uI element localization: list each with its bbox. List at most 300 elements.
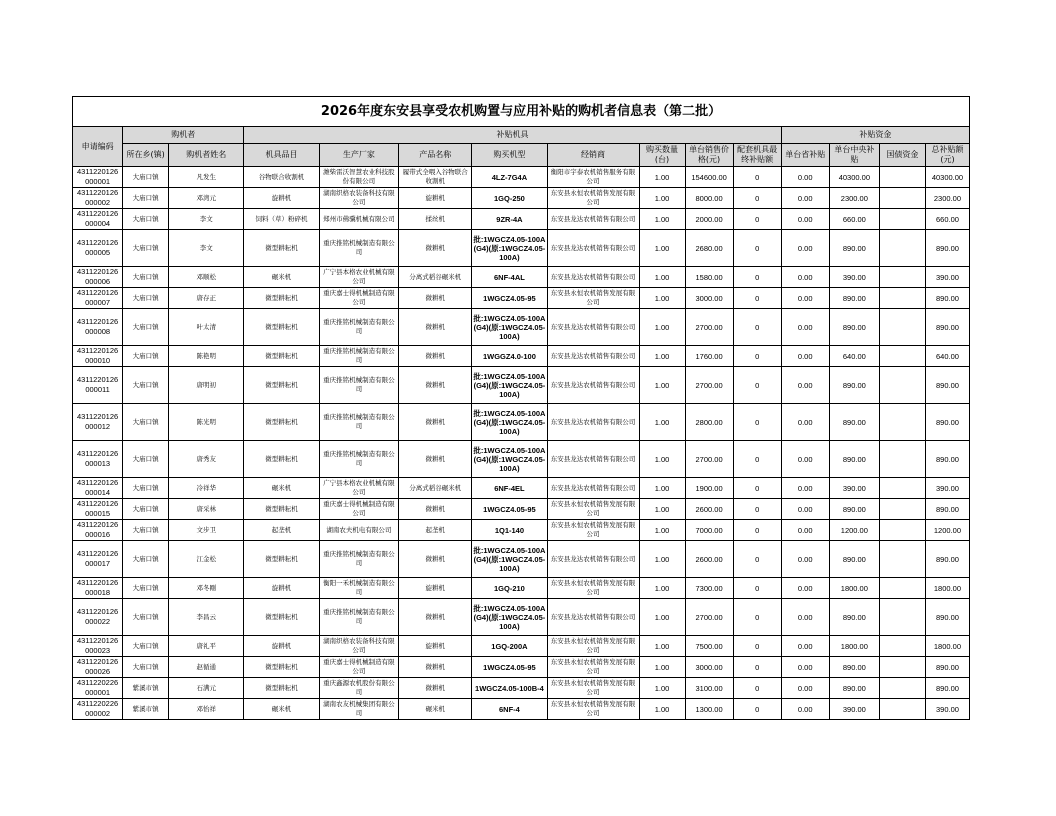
cell-total-subsidy: 390.00 [925, 478, 969, 499]
cell-application-no: 4311220126 000011 [73, 367, 123, 404]
cell-category: 微型耕耘机 [244, 404, 319, 441]
cell-product: 揉丝机 [399, 209, 472, 230]
cell-quantity: 1.00 [639, 404, 685, 441]
cell-provincial-subsidy: 0.00 [781, 230, 829, 267]
cell-buyer-name: 李文 [169, 209, 244, 230]
cell-application-no: 4311220126 000022 [73, 599, 123, 636]
cell-maker: 重庆推铭机械制造有限公司 [319, 309, 398, 346]
group-buyer: 购机者 [123, 127, 244, 144]
cell-unit-price: 2000.00 [685, 209, 733, 230]
cell-dealer: 东安县永恒农机销售发展有限公司 [547, 288, 639, 309]
cell-unit-price: 1580.00 [685, 267, 733, 288]
cell-bond-funds [879, 599, 925, 636]
cell-maker: 广宁县本格农业机械有限公司 [319, 478, 398, 499]
cell-model: 1WGCZ4.05-95 [472, 499, 547, 520]
cell-attachment-subsidy: 0 [733, 478, 781, 499]
cell-central-subsidy: 1800.00 [829, 636, 879, 657]
cell-model: 1WGCZ4.05-95 [472, 657, 547, 678]
cell-total-subsidy: 390.00 [925, 267, 969, 288]
cell-provincial-subsidy: 0.00 [781, 309, 829, 346]
cell-dealer: 东安县龙达农机销售有限公司 [547, 404, 639, 441]
cell-attachment-subsidy: 0 [733, 441, 781, 478]
cell-application-no: 4311220126 000014 [73, 478, 123, 499]
table-row [73, 188, 970, 209]
table-row [73, 520, 970, 541]
cell-dealer: 东安县永恒农机销售发展有限公司 [547, 636, 639, 657]
cell-central-subsidy: 890.00 [829, 230, 879, 267]
cell-town: 大庙口镇 [123, 209, 169, 230]
cell-product: 履带式全喂入谷物联合收割机 [399, 167, 472, 188]
cell-category: 碾米机 [244, 478, 319, 499]
cell-quantity: 1.00 [639, 209, 685, 230]
cell-quantity: 1.00 [639, 499, 685, 520]
cell-maker: 衡阳一禾机械制造有限公司 [319, 578, 398, 599]
table-row [73, 167, 970, 188]
cell-central-subsidy: 890.00 [829, 404, 879, 441]
cell-attachment-subsidy: 0 [733, 188, 781, 209]
cell-category: 旋耕机 [244, 578, 319, 599]
cell-buyer-name: 陈光明 [169, 404, 244, 441]
cell-application-no: 4311220126 000017 [73, 541, 123, 578]
cell-quantity: 1.00 [639, 678, 685, 699]
cell-unit-price: 2800.00 [685, 404, 733, 441]
cell-maker: 广宁县本格农业机械有限公司 [319, 267, 398, 288]
col-central-subsidy: 单台中央补贴 [829, 144, 879, 167]
cell-bond-funds [879, 209, 925, 230]
cell-provincial-subsidy: 0.00 [781, 499, 829, 520]
cell-unit-price: 2700.00 [685, 309, 733, 346]
cell-model: 1WGCZ4.05-100B-4 [472, 678, 547, 699]
table-row [73, 541, 970, 578]
table-row [73, 699, 970, 720]
cell-product: 微耕机 [399, 404, 472, 441]
col-total-subsidy: 总补贴额(元) [925, 144, 969, 167]
cell-town: 大庙口镇 [123, 404, 169, 441]
cell-quantity: 1.00 [639, 367, 685, 404]
cell-application-no: 4311220126 000016 [73, 520, 123, 541]
cell-category: 饲料（草）粉碎机 [244, 209, 319, 230]
cell-town: 紫溪市镇 [123, 699, 169, 720]
cell-buyer-name: 叶太清 [169, 309, 244, 346]
cell-unit-price: 3000.00 [685, 288, 733, 309]
cell-maker: 潍柴雷沃智慧农业科技股份有限公司 [319, 167, 398, 188]
cell-attachment-subsidy: 0 [733, 699, 781, 720]
cell-central-subsidy: 640.00 [829, 346, 879, 367]
col-buyer-name: 购机者姓名 [169, 144, 244, 167]
cell-maker: 重庆推铭机械制造有限公司 [319, 367, 398, 404]
cell-quantity: 1.00 [639, 478, 685, 499]
col-provincial-subsidy: 单台省补贴 [781, 144, 829, 167]
cell-application-no: 4311220126 000012 [73, 404, 123, 441]
cell-town: 大庙口镇 [123, 636, 169, 657]
cell-central-subsidy: 2300.00 [829, 188, 879, 209]
buyer-table [72, 96, 970, 720]
cell-unit-price: 3100.00 [685, 678, 733, 699]
table-row [73, 657, 970, 678]
cell-total-subsidy: 890.00 [925, 288, 969, 309]
cell-buyer-name: 唐秀友 [169, 441, 244, 478]
cell-unit-price: 7000.00 [685, 520, 733, 541]
cell-category: 微型耕耘机 [244, 230, 319, 267]
cell-model: 批:1WGCZ4.05-100A(G4)(原:1WGCZ4.05-100A) [472, 404, 547, 441]
cell-provincial-subsidy: 0.00 [781, 267, 829, 288]
cell-application-no: 4311220126 000023 [73, 636, 123, 657]
cell-provincial-subsidy: 0.00 [781, 636, 829, 657]
cell-central-subsidy: 890.00 [829, 657, 879, 678]
cell-maker: 重庆推铭机械制造有限公司 [319, 404, 398, 441]
table-row [73, 230, 970, 267]
cell-attachment-subsidy: 0 [733, 346, 781, 367]
cell-product: 微耕机 [399, 346, 472, 367]
cell-quantity: 1.00 [639, 541, 685, 578]
cell-provincial-subsidy: 0.00 [781, 346, 829, 367]
cell-attachment-subsidy: 0 [733, 267, 781, 288]
cell-unit-price: 2700.00 [685, 441, 733, 478]
col-product: 产品名称 [399, 144, 472, 167]
cell-category: 微型耕耘机 [244, 309, 319, 346]
cell-buyer-name: 文步卫 [169, 520, 244, 541]
cell-quantity: 1.00 [639, 188, 685, 209]
cell-provincial-subsidy: 0.00 [781, 520, 829, 541]
cell-dealer: 东安县龙达农机销售有限公司 [547, 209, 639, 230]
cell-unit-price: 2600.00 [685, 499, 733, 520]
table-row [73, 404, 970, 441]
cell-buyer-name: 邓冬剛 [169, 578, 244, 599]
cell-bond-funds [879, 520, 925, 541]
cell-town: 大庙口镇 [123, 441, 169, 478]
cell-provincial-subsidy: 0.00 [781, 599, 829, 636]
cell-town: 大庙口镇 [123, 167, 169, 188]
cell-bond-funds [879, 478, 925, 499]
cell-quantity: 1.00 [639, 441, 685, 478]
cell-total-subsidy: 890.00 [925, 367, 969, 404]
cell-bond-funds [879, 346, 925, 367]
cell-maker: 重庆推铭机械制造有限公司 [319, 230, 398, 267]
cell-central-subsidy: 390.00 [829, 699, 879, 720]
cell-product: 微耕机 [399, 599, 472, 636]
cell-attachment-subsidy: 0 [733, 499, 781, 520]
cell-central-subsidy: 890.00 [829, 288, 879, 309]
cell-provincial-subsidy: 0.00 [781, 288, 829, 309]
cell-central-subsidy: 390.00 [829, 478, 879, 499]
table-row [73, 267, 970, 288]
cell-town: 大庙口镇 [123, 288, 169, 309]
cell-model: 1WGGZ4.0-100 [472, 346, 547, 367]
col-application-no: 申请编码 [73, 127, 123, 167]
cell-category: 旋耕机 [244, 188, 319, 209]
cell-attachment-subsidy: 0 [733, 309, 781, 346]
cell-buyer-name: 邓怡祥 [169, 699, 244, 720]
cell-town: 大庙口镇 [123, 541, 169, 578]
cell-total-subsidy: 890.00 [925, 599, 969, 636]
cell-provincial-subsidy: 0.00 [781, 367, 829, 404]
cell-dealer: 衡阳市宇泰农机销售服务有限公司 [547, 167, 639, 188]
cell-model: 1GQ-200A [472, 636, 547, 657]
cell-application-no: 4311220126 000001 [73, 167, 123, 188]
cell-category: 微型耕耘机 [244, 367, 319, 404]
cell-provincial-subsidy: 0.00 [781, 541, 829, 578]
cell-maker: 重庆推铭机械制造有限公司 [319, 441, 398, 478]
cell-provincial-subsidy: 0.00 [781, 699, 829, 720]
cell-category: 旋耕机 [244, 636, 319, 657]
cell-buyer-name: 凡发生 [169, 167, 244, 188]
cell-buyer-name: 李昌云 [169, 599, 244, 636]
cell-model: 批:1WGCZ4.05-100A(G4)(原:1WGCZ4.05-100A) [472, 230, 547, 267]
cell-unit-price: 1760.00 [685, 346, 733, 367]
cell-dealer: 东安县龙达农机销售有限公司 [547, 230, 639, 267]
cell-bond-funds [879, 578, 925, 599]
col-model: 购买机型 [472, 144, 547, 167]
cell-attachment-subsidy: 0 [733, 167, 781, 188]
cell-product: 旋耕机 [399, 636, 472, 657]
cell-buyer-name: 唐明初 [169, 367, 244, 404]
cell-unit-price: 7300.00 [685, 578, 733, 599]
cell-provincial-subsidy: 0.00 [781, 478, 829, 499]
cell-town: 大庙口镇 [123, 346, 169, 367]
cell-dealer: 东安县龙达农机销售有限公司 [547, 346, 639, 367]
cell-central-subsidy: 890.00 [829, 499, 879, 520]
cell-dealer: 东安县永恒农机销售发展有限公司 [547, 578, 639, 599]
table-row [73, 636, 970, 657]
cell-town: 大庙口镇 [123, 230, 169, 267]
cell-buyer-name: 赵循通 [169, 657, 244, 678]
cell-category: 微型耕耘机 [244, 541, 319, 578]
cell-dealer: 东安县永恒农机销售发展有限公司 [547, 699, 639, 720]
cell-category: 起垄机 [244, 520, 319, 541]
cell-product: 微耕机 [399, 288, 472, 309]
cell-quantity: 1.00 [639, 599, 685, 636]
cell-product: 微耕机 [399, 678, 472, 699]
cell-central-subsidy: 1200.00 [829, 520, 879, 541]
col-maker: 生产厂家 [319, 144, 398, 167]
cell-application-no: 4311220126 000004 [73, 209, 123, 230]
cell-category: 谷物联合收割机 [244, 167, 319, 188]
cell-dealer: 东安县永恒农机销售发展有限公司 [547, 188, 639, 209]
cell-buyer-name: 唐采林 [169, 499, 244, 520]
cell-town: 大庙口镇 [123, 188, 169, 209]
cell-product: 旋耕机 [399, 578, 472, 599]
cell-category: 碾米机 [244, 267, 319, 288]
cell-category: 微型耕耘机 [244, 441, 319, 478]
cell-model: 批:1WGCZ4.05-100A(G4)(原:1WGCZ4.05-100A) [472, 599, 547, 636]
cell-category: 微型耕耘机 [244, 657, 319, 678]
cell-unit-price: 1900.00 [685, 478, 733, 499]
cell-category: 碾米机 [244, 699, 319, 720]
cell-attachment-subsidy: 0 [733, 209, 781, 230]
cell-attachment-subsidy: 0 [733, 367, 781, 404]
cell-application-no: 4311220126 000007 [73, 288, 123, 309]
cell-buyer-name: 唐存正 [169, 288, 244, 309]
cell-application-no: 4311220126 000010 [73, 346, 123, 367]
cell-unit-price: 2700.00 [685, 599, 733, 636]
cell-attachment-subsidy: 0 [733, 678, 781, 699]
cell-maker: 重庆嘉士得机械制造有限公司 [319, 288, 398, 309]
cell-model: 批:1WGCZ4.05-100A(G4)(原:1WGCZ4.05-100A) [472, 309, 547, 346]
cell-model: 批:1WGCZ4.05-100A(G4)(原:1WGCZ4.05-100A) [472, 541, 547, 578]
cell-product: 旋耕机 [399, 188, 472, 209]
cell-total-subsidy: 660.00 [925, 209, 969, 230]
cell-product: 微耕机 [399, 657, 472, 678]
col-quantity: 购买数量(台) [639, 144, 685, 167]
cell-quantity: 1.00 [639, 267, 685, 288]
cell-dealer: 东安县龙达农机销售有限公司 [547, 367, 639, 404]
cell-attachment-subsidy: 0 [733, 578, 781, 599]
cell-maker: 重庆推铭机械制造有限公司 [319, 599, 398, 636]
cell-quantity: 1.00 [639, 167, 685, 188]
cell-buyer-name: 冷祥华 [169, 478, 244, 499]
cell-unit-price: 1300.00 [685, 699, 733, 720]
cell-central-subsidy: 1800.00 [829, 578, 879, 599]
table-row [73, 499, 970, 520]
table-row [73, 578, 970, 599]
cell-dealer: 东安县龙达农机销售有限公司 [547, 267, 639, 288]
table-row [73, 346, 970, 367]
cell-dealer: 东安县龙达农机销售有限公司 [547, 441, 639, 478]
cell-quantity: 1.00 [639, 346, 685, 367]
group-machine: 补贴机具 [244, 127, 781, 144]
cell-total-subsidy: 890.00 [925, 678, 969, 699]
cell-product: 微耕机 [399, 309, 472, 346]
cell-buyer-name: 陈艳明 [169, 346, 244, 367]
cell-central-subsidy: 660.00 [829, 209, 879, 230]
cell-buyer-name: 邓湾元 [169, 188, 244, 209]
cell-product: 微耕机 [399, 230, 472, 267]
table-header [73, 97, 970, 167]
cell-product: 碾米机 [399, 699, 472, 720]
cell-town: 紫溪市镇 [123, 678, 169, 699]
cell-quantity: 1.00 [639, 657, 685, 678]
cell-maker: 湖南农友机械集团有限公司 [319, 699, 398, 720]
table-row [73, 599, 970, 636]
cell-quantity: 1.00 [639, 309, 685, 346]
cell-application-no: 4311220126 000008 [73, 309, 123, 346]
cell-total-subsidy: 1200.00 [925, 520, 969, 541]
cell-attachment-subsidy: 0 [733, 230, 781, 267]
table-row [73, 678, 970, 699]
cell-category: 微型耕耘机 [244, 499, 319, 520]
cell-quantity: 1.00 [639, 636, 685, 657]
cell-model: 1GQ-250 [472, 188, 547, 209]
cell-application-no: 4311220126 000026 [73, 657, 123, 678]
cell-application-no: 4311220126 000006 [73, 267, 123, 288]
cell-town: 大庙口镇 [123, 578, 169, 599]
cell-application-no: 4311220126 000015 [73, 499, 123, 520]
cell-model: 1WGCZ4.05-95 [472, 288, 547, 309]
cell-product: 分离式稻谷碾米机 [399, 478, 472, 499]
page-title: 2026年度东安县享受农机购置与应用补贴的购机者信息表（第二批） [73, 97, 970, 127]
cell-central-subsidy: 890.00 [829, 309, 879, 346]
cell-application-no: 4311220126 000013 [73, 441, 123, 478]
cell-attachment-subsidy: 0 [733, 599, 781, 636]
cell-bond-funds [879, 230, 925, 267]
cell-category: 微型耕耘机 [244, 288, 319, 309]
cell-maker: 重庆推铭机械制造有限公司 [319, 346, 398, 367]
cell-bond-funds [879, 699, 925, 720]
cell-bond-funds [879, 404, 925, 441]
col-bond-funds: 国债资金 [879, 144, 925, 167]
cell-application-no: 4311220126 000005 [73, 230, 123, 267]
table-row [73, 441, 970, 478]
cell-model: 6NF-4 [472, 699, 547, 720]
cell-dealer: 东安县永恒农机销售发展有限公司 [547, 520, 639, 541]
cell-attachment-subsidy: 0 [733, 288, 781, 309]
cell-model: 6NF-4AL [472, 267, 547, 288]
cell-attachment-subsidy: 0 [733, 657, 781, 678]
table-body [73, 167, 970, 720]
cell-application-no: 4311220126 000002 [73, 188, 123, 209]
cell-total-subsidy: 890.00 [925, 499, 969, 520]
cell-total-subsidy: 40300.00 [925, 167, 969, 188]
cell-town: 大庙口镇 [123, 367, 169, 404]
cell-maker: 重庆嘉士得机械制造有限公司 [319, 657, 398, 678]
table-row [73, 288, 970, 309]
cell-maker: 湖南农夫机电有限公司 [319, 520, 398, 541]
cell-unit-price: 8000.00 [685, 188, 733, 209]
cell-provincial-subsidy: 0.00 [781, 657, 829, 678]
cell-central-subsidy: 390.00 [829, 267, 879, 288]
subsidy-sheet [72, 96, 970, 720]
cell-buyer-name: 石满元 [169, 678, 244, 699]
cell-town: 大庙口镇 [123, 267, 169, 288]
cell-quantity: 1.00 [639, 520, 685, 541]
cell-category: 微型耕耘机 [244, 346, 319, 367]
cell-bond-funds [879, 499, 925, 520]
cell-total-subsidy: 890.00 [925, 230, 969, 267]
cell-maker: 湖南织格农装备科技有限公司 [319, 636, 398, 657]
cell-total-subsidy: 890.00 [925, 309, 969, 346]
cell-buyer-name: 江金松 [169, 541, 244, 578]
cell-total-subsidy: 1800.00 [925, 636, 969, 657]
cell-buyer-name: 唐礼平 [169, 636, 244, 657]
cell-product: 起垄机 [399, 520, 472, 541]
col-unit-price: 单台销售价格(元) [685, 144, 733, 167]
cell-provincial-subsidy: 0.00 [781, 167, 829, 188]
cell-total-subsidy: 1800.00 [925, 578, 969, 599]
cell-bond-funds [879, 441, 925, 478]
cell-maker: 重庆鑫源农机股份有限公司 [319, 678, 398, 699]
table-row [73, 209, 970, 230]
cell-model: 批:1WGCZ4.05-100A(G4)(原:1WGCZ4.05-100A) [472, 367, 547, 404]
cell-model: 1Q1-140 [472, 520, 547, 541]
cell-buyer-name: 邓顺松 [169, 267, 244, 288]
cell-town: 大庙口镇 [123, 520, 169, 541]
cell-dealer: 东安县龙达农机销售有限公司 [547, 478, 639, 499]
cell-application-no: 4311220226 000002 [73, 699, 123, 720]
cell-unit-price: 7500.00 [685, 636, 733, 657]
cell-unit-price: 2600.00 [685, 541, 733, 578]
cell-attachment-subsidy: 0 [733, 404, 781, 441]
cell-dealer: 东安县永恒农机销售发展有限公司 [547, 678, 639, 699]
cell-total-subsidy: 890.00 [925, 404, 969, 441]
cell-total-subsidy: 640.00 [925, 346, 969, 367]
cell-unit-price: 2680.00 [685, 230, 733, 267]
cell-total-subsidy: 2300.00 [925, 188, 969, 209]
cell-quantity: 1.00 [639, 288, 685, 309]
cell-quantity: 1.00 [639, 578, 685, 599]
cell-town: 大庙口镇 [123, 657, 169, 678]
cell-attachment-subsidy: 0 [733, 520, 781, 541]
cell-provincial-subsidy: 0.00 [781, 188, 829, 209]
cell-product: 微耕机 [399, 499, 472, 520]
cell-model: 4LZ-7G4A [472, 167, 547, 188]
cell-model: 6NF-4EL [472, 478, 547, 499]
cell-central-subsidy: 40300.00 [829, 167, 879, 188]
cell-provincial-subsidy: 0.00 [781, 404, 829, 441]
table-row [73, 478, 970, 499]
cell-unit-price: 154600.00 [685, 167, 733, 188]
cell-attachment-subsidy: 0 [733, 636, 781, 657]
cell-total-subsidy: 890.00 [925, 657, 969, 678]
